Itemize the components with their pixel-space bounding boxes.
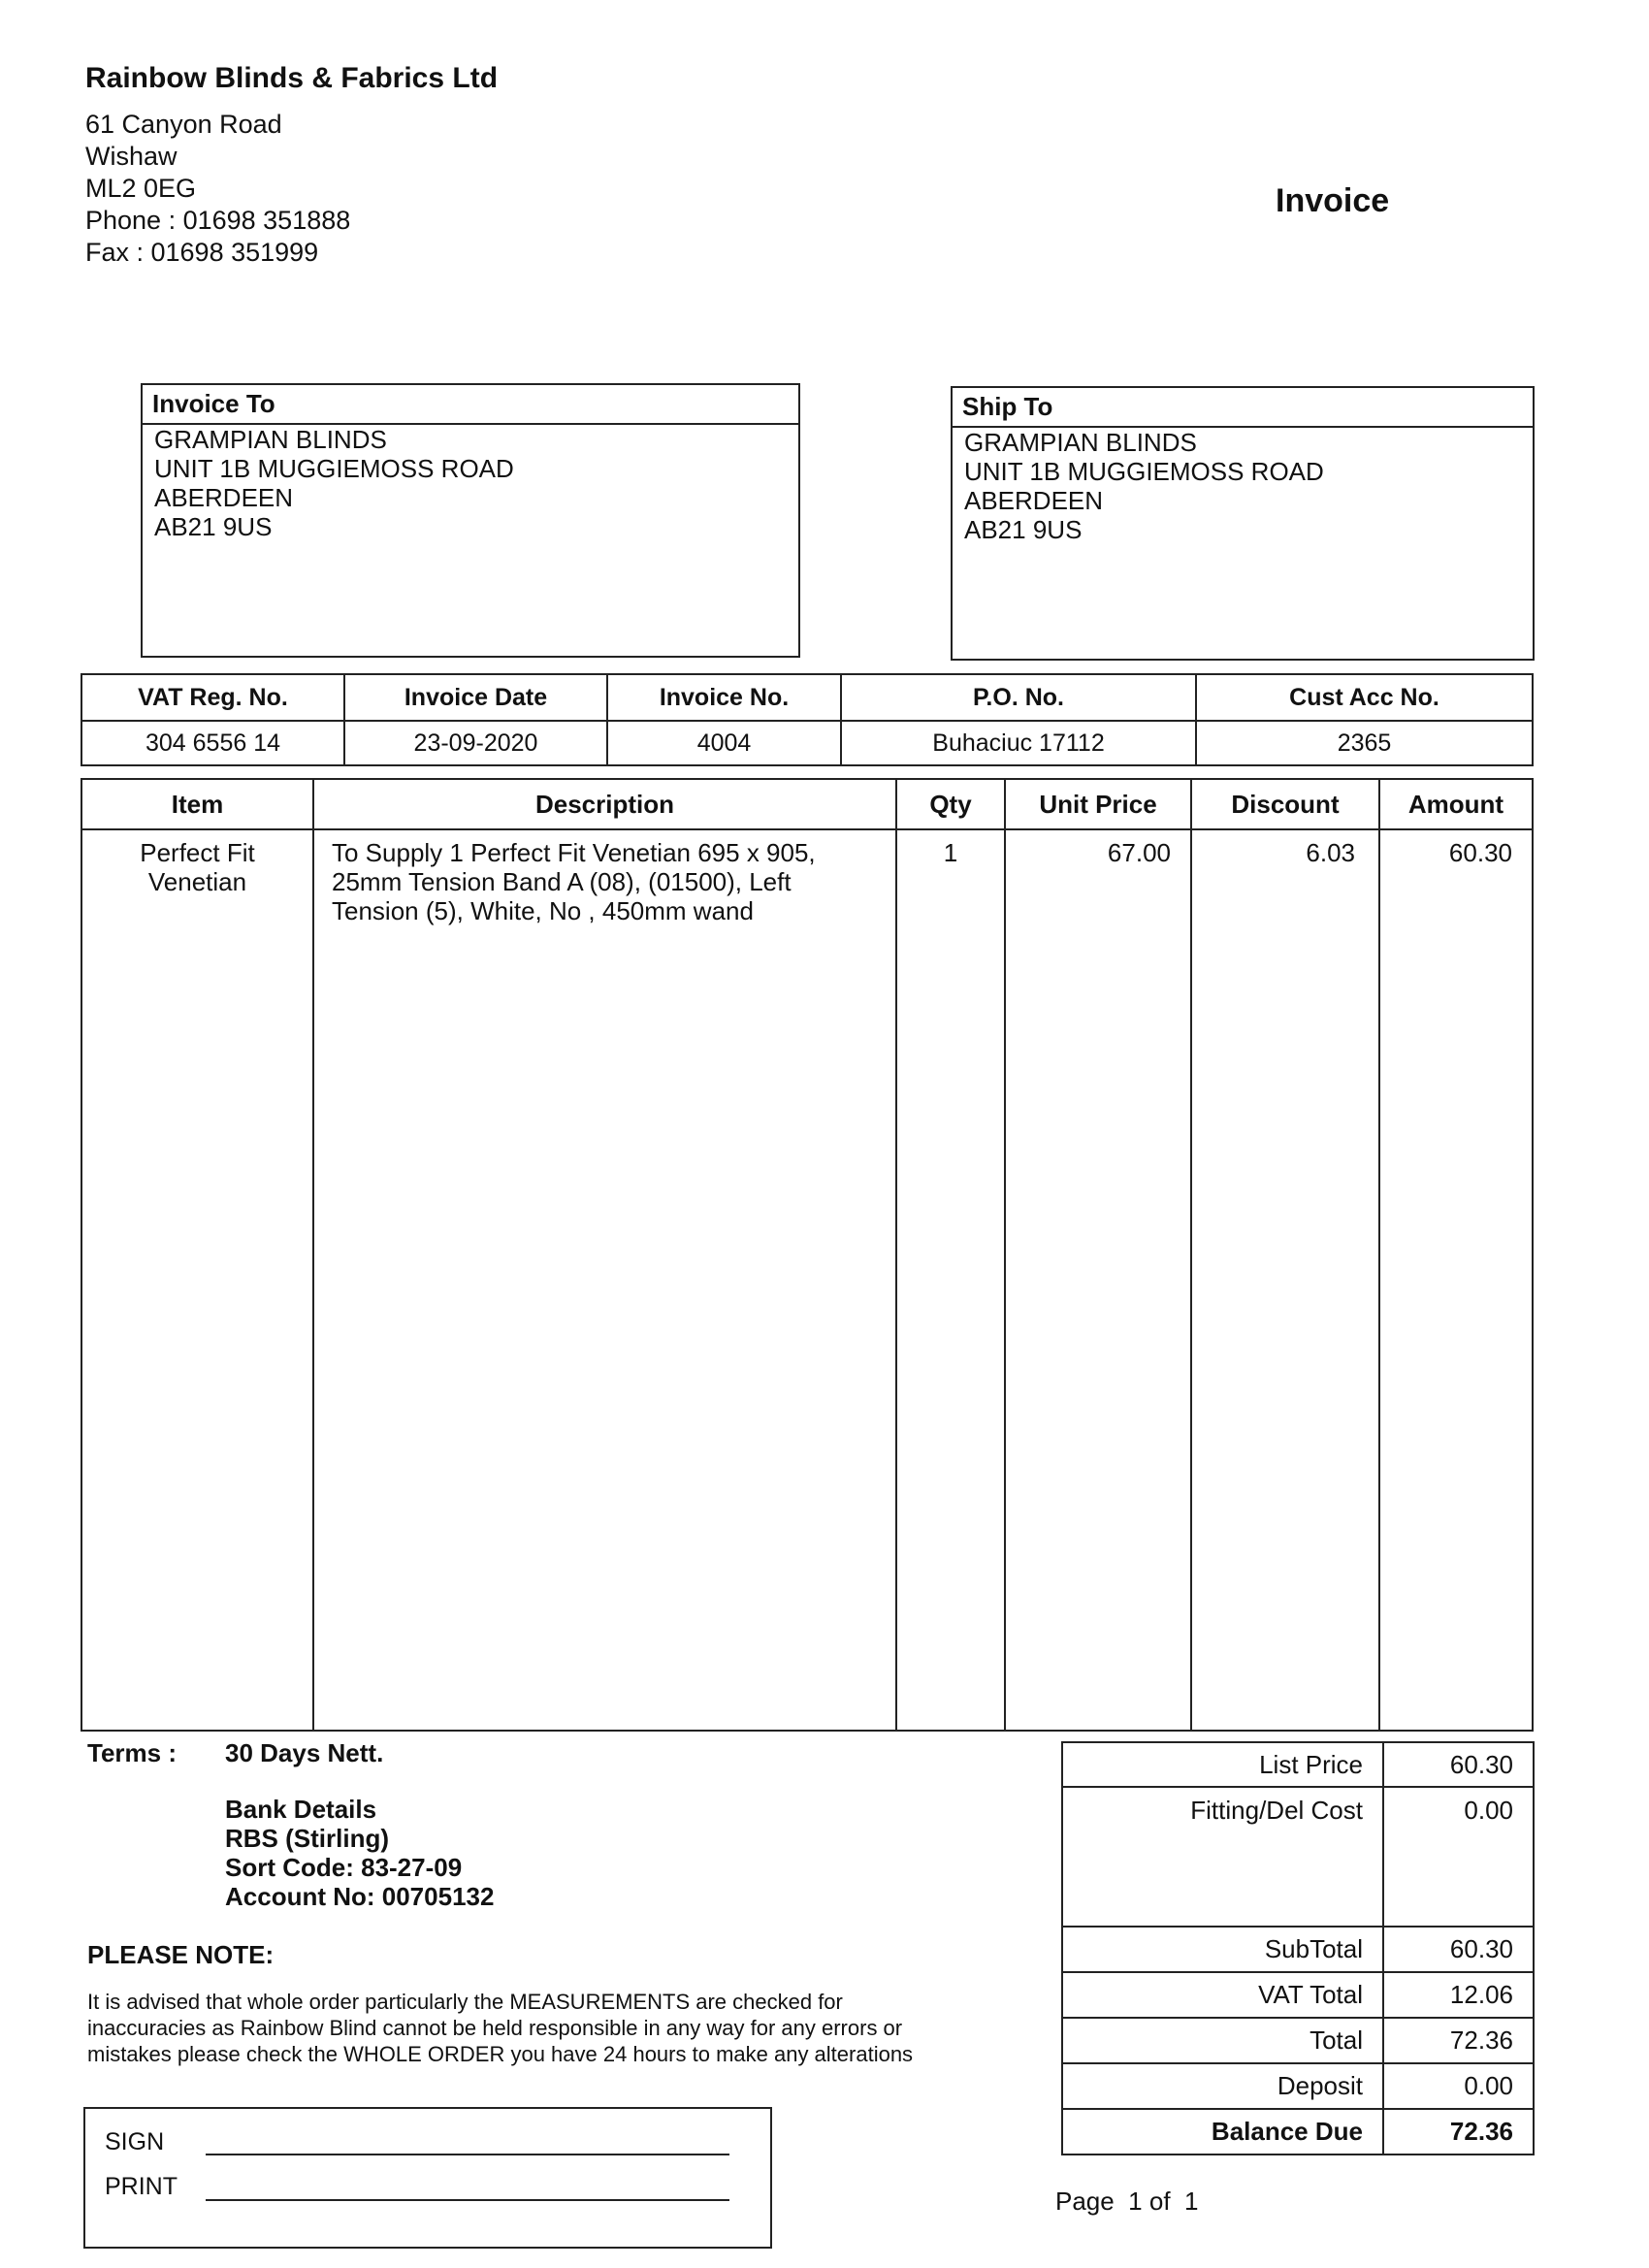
vat-reg-value: 304 6556 14 — [81, 721, 344, 765]
balance-due-label: Balance Due — [1062, 2109, 1383, 2155]
totals-row — [1062, 1972, 1534, 2018]
company-address — [85, 109, 350, 269]
signature-box — [83, 2107, 772, 2249]
po-no-header: P.O. No. — [841, 674, 1196, 721]
phone-line: Phone : 01698 351888 — [85, 206, 351, 235]
meta-header-row — [81, 674, 1533, 721]
description-line: Tension (5), White, No , 450mm wand — [332, 896, 754, 925]
item-header: Item — [81, 779, 313, 829]
amount-header: Amount — [1379, 779, 1533, 829]
subtotal-label: SubTotal — [1062, 1927, 1383, 1972]
invoice-no-value: 4004 — [607, 721, 841, 765]
terms-value: 30 Days Nett. — [225, 1738, 384, 1767]
sign-label: SIGN — [105, 2128, 165, 2155]
bank-details-line: Account No: 00705132 — [225, 1882, 495, 1911]
note-line: inaccuracies as Rainbow Blind cannot be held responsible in any way for any errors or — [87, 2016, 903, 2040]
deposit-label: Deposit — [1062, 2063, 1383, 2109]
item-name-line: Perfect Fit — [140, 838, 255, 867]
totals-row — [1062, 2063, 1534, 2109]
address-line: UNIT 1B MUGGIEMOSS ROAD — [964, 457, 1324, 486]
address-line: ABERDEEN — [964, 486, 1104, 515]
invoice-no-header: Invoice No. — [607, 674, 841, 721]
invoice-meta-table — [81, 673, 1534, 766]
totals-row — [1062, 1787, 1534, 1927]
company-name: Rainbow Blinds & Fabrics Ltd — [85, 62, 499, 94]
item-cell — [81, 829, 313, 1731]
ship-to-heading: Ship To — [953, 388, 1533, 428]
cust-acc-value: 2365 — [1196, 721, 1533, 765]
bank-details-line: RBS (Stirling) — [225, 1824, 389, 1853]
vat-total-value: 12.06 — [1383, 1972, 1534, 2018]
discount-cell: 6.03 — [1191, 829, 1379, 1731]
list-price-value: 60.30 — [1383, 1742, 1534, 1787]
address-line: AB21 9US — [964, 515, 1083, 544]
sign-line[interactable] — [206, 2154, 729, 2155]
fitting-cost-value: 0.00 — [1383, 1787, 1534, 1927]
invoice-to-heading: Invoice To — [143, 385, 798, 425]
address-line: AB21 9US — [154, 512, 273, 541]
qty-cell: 1 — [896, 829, 1005, 1731]
description-header: Description — [313, 779, 896, 829]
vat-total-label: VAT Total — [1062, 1972, 1383, 2018]
address-line: ABERDEEN — [154, 483, 294, 512]
address-line: UNIT 1B MUGGIEMOSS ROAD — [154, 454, 514, 483]
subtotal-value: 60.30 — [1383, 1927, 1534, 1972]
discount-header: Discount — [1191, 779, 1379, 829]
address-line: ML2 0EG — [85, 174, 197, 203]
vat-reg-header: VAT Reg. No. — [81, 674, 344, 721]
bank-details — [225, 1795, 494, 1911]
amount-cell: 60.30 — [1379, 829, 1533, 1731]
note-line: mistakes please check the WHOLE ORDER you have 24 hours to make any alterations — [87, 2042, 914, 2066]
description-line: 25mm Tension Band A (08), (01500), Left — [332, 867, 792, 896]
unit-price-cell: 67.00 — [1005, 829, 1191, 1731]
po-no-value: Buhaciuc 17112 — [841, 721, 1196, 765]
line-items-table — [81, 778, 1534, 1732]
page-indicator: Page 1 of 1 — [1055, 2187, 1199, 2216]
document-title: Invoice — [1276, 182, 1390, 219]
terms-label: Terms : — [87, 1738, 177, 1767]
totals-row — [1062, 2109, 1534, 2155]
totals-table — [1061, 1741, 1535, 2155]
description-line: To Supply 1 Perfect Fit Venetian 695 x 905, — [332, 838, 816, 867]
address-line: Wishaw — [85, 142, 178, 171]
cust-acc-header: Cust Acc No. — [1196, 674, 1533, 721]
description-cell — [313, 829, 896, 1731]
table-row — [81, 829, 1533, 1731]
please-note-heading: PLEASE NOTE: — [87, 1940, 275, 1969]
invoice-to-address — [143, 425, 798, 541]
totals-row — [1062, 1742, 1534, 1787]
ship-to-address — [953, 428, 1533, 544]
address-line: 61 Canyon Road — [85, 110, 282, 139]
qty-header: Qty — [896, 779, 1005, 829]
please-note-text — [87, 1989, 913, 2067]
deposit-value: 0.00 — [1383, 2063, 1534, 2109]
print-label: PRINT — [105, 2173, 178, 2200]
bank-details-line: Bank Details — [225, 1795, 377, 1824]
bank-details-line: Sort Code: 83-27-09 — [225, 1853, 463, 1882]
line-items-header-row — [81, 779, 1533, 829]
note-line: It is advised that whole order particularly the MEASUREMENTS are checked for — [87, 1990, 843, 2014]
address-line: GRAMPIAN BLINDS — [154, 425, 387, 454]
meta-value-row — [81, 721, 1533, 765]
balance-due-value: 72.36 — [1383, 2109, 1534, 2155]
totals-row — [1062, 1927, 1534, 1972]
list-price-label: List Price — [1062, 1742, 1383, 1787]
address-line: GRAMPIAN BLINDS — [964, 428, 1197, 457]
totals-row — [1062, 2018, 1534, 2063]
total-label: Total — [1062, 2018, 1383, 2063]
total-value: 72.36 — [1383, 2018, 1534, 2063]
item-name-line: Venetian — [147, 867, 247, 896]
unit-price-header: Unit Price — [1005, 779, 1191, 829]
invoice-date-value: 23-09-2020 — [344, 721, 607, 765]
print-line[interactable] — [206, 2199, 729, 2201]
fax-line: Fax : 01698 351999 — [85, 238, 319, 267]
fitting-cost-label: Fitting/Del Cost — [1062, 1787, 1383, 1927]
ship-to-box — [951, 386, 1535, 661]
invoice-to-box — [141, 383, 800, 658]
invoice-date-header: Invoice Date — [344, 674, 607, 721]
